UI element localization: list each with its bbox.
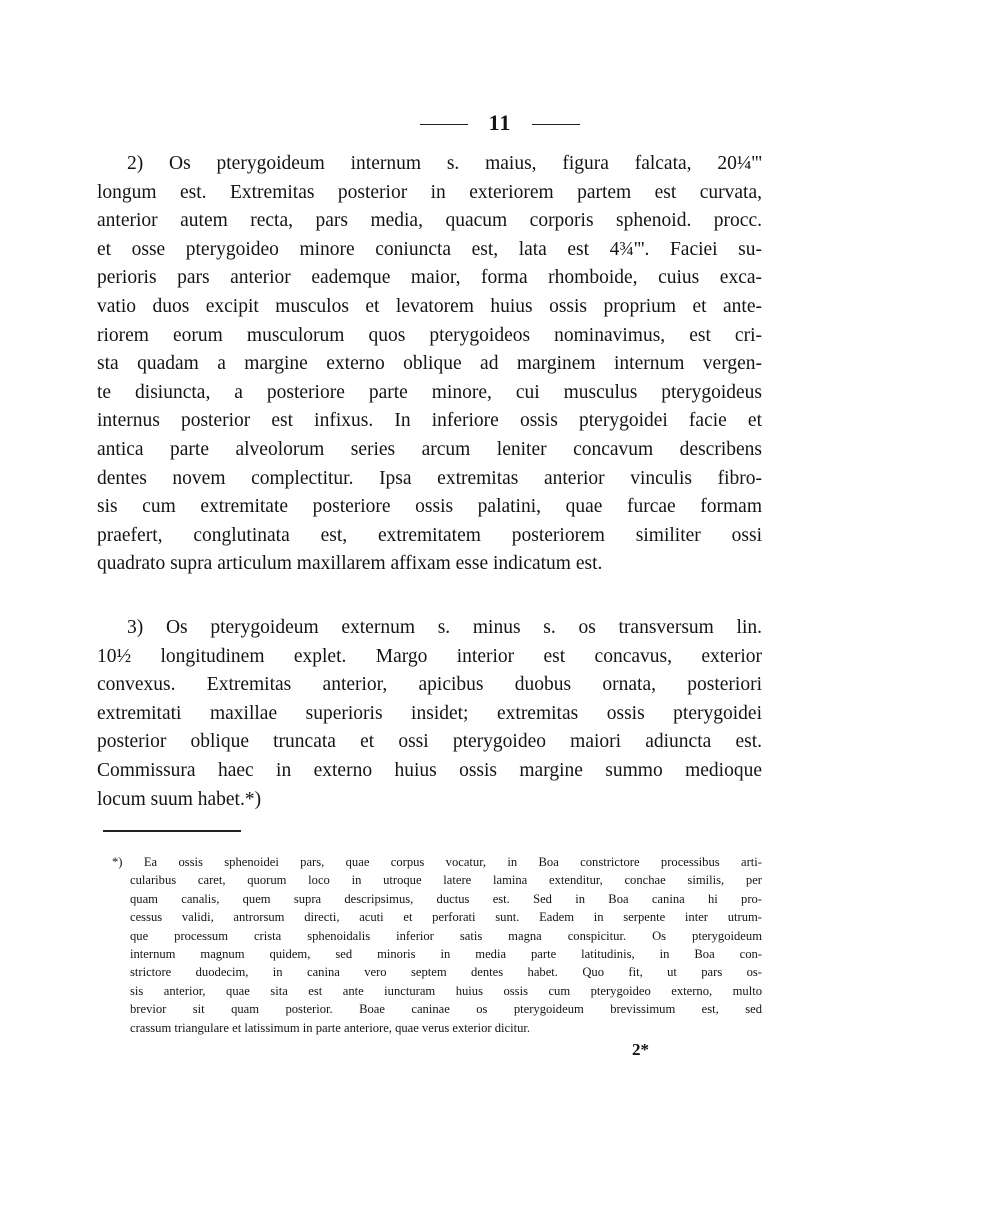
paragraph-1-line: internus posterior est infixus. In inferiore ossis pterygoidei facie et: [97, 410, 762, 432]
paragraph-1-line: riorem eorum musculorum quos pterygoideos nominavimus, est cri-: [97, 324, 762, 346]
paragraph-2-line: convexus. Extremitas anterior, apicibus duobus ornata, posteriori: [97, 674, 762, 696]
paragraph-1-line: quadrato supra articulum maxillarem affixam esse indicatum est.: [97, 553, 603, 575]
paragraph-1-line: perioris pars anterior eademque maior, forma rhomboide, cuius exca-: [97, 267, 762, 289]
paragraph-2-line: 3) Os pterygoideum externum s. minus s. os transversum lin.: [127, 617, 762, 638]
paragraph-1-line: te disiuncta, a posteriore parte minore, cui musculus pterygoideus: [97, 381, 762, 403]
paragraph-1-line: praefert, conglutinata est, extremitatem posteriorem similiter ossi: [97, 524, 762, 546]
paragraph-1-line: dentes novem complectitur. Ipsa extremitas anterior vinculis fibro-: [97, 467, 762, 489]
footnote-line: strictore duodecim, in canina vero septem dentes habet. Quo fit, ut pars os-: [130, 965, 762, 980]
footnote-line: internum magnum quidem, sed minoris in media parte latitudinis, in Boa con-: [130, 947, 762, 962]
footnote-line: cessus validi, antrorsum directi, acuti et perforati sunt. Eadem in serpente inter utrum-: [130, 910, 762, 925]
paragraph-2: [97, 614, 762, 814]
footnote-line: que processum crista sphenoidalis inferior satis magna conspicitur. Os pterygoideum: [130, 928, 762, 943]
page-header: [0, 110, 1000, 136]
paragraph-1-line: sis cum extremitate posteriore ossis palatini, quae furcae formam: [97, 496, 762, 518]
page-number: 11: [488, 110, 512, 135]
paragraph-1-line: anterior autem recta, pars media, quacum corporis sphenoid. procc.: [97, 210, 762, 232]
paragraph-1: [97, 150, 762, 579]
signature-mark: 2*: [632, 1040, 649, 1059]
paragraph-2-line: Commissura haec in externo huius ossis margine summo medioque: [97, 759, 762, 781]
paragraph-1-line: longum est. Extremitas posterior in exteriorem partem est curvata,: [97, 181, 762, 203]
footnote-line: brevior sit quam posterior. Boae caninae os pterygoideum brevissimum est, sed: [130, 1002, 762, 1017]
paragraph-2-line: locum suum habet.*): [97, 788, 262, 810]
paragraph-2-line: extremitati maxillae superioris insidet; extremitas ossis pterygoidei: [97, 702, 762, 724]
paragraph-1-line: antica parte alveolorum series arcum leniter concavum describens: [97, 438, 762, 460]
paragraph-1-line: sta quadam a margine externo oblique ad marginem internum vergen-: [97, 353, 762, 375]
paragraph-1-line: et osse pterygoideo minore coniuncta est, lata est 4¾'''. Faciei su-: [97, 238, 762, 260]
footnote-line: cularibus caret, quorum loco in utroque latere lamina extenditur, conchae similis, per: [130, 873, 762, 888]
paragraph-2-line: 10½ longitudinem explet. Margo interior est concavus, exterior: [97, 645, 762, 667]
header-dash-left: [420, 124, 468, 125]
paragraph-1-line: vatio duos excipit musculos et levatorem huius ossis proprium et ante-: [97, 295, 762, 317]
footnote: [112, 853, 762, 1037]
footnote-line: *) Ea ossis sphenoidei pars, quae corpus vocatur, in Boa constrictore processibus arti-: [112, 855, 762, 869]
footnote-line: quam canalis, quem supra descripsimus, ductus est. Sed in Boa canina hi pro-: [130, 891, 762, 906]
footnote-divider: [103, 830, 241, 832]
header-dash-right: [532, 124, 580, 125]
paragraph-1-line: 2) Os pterygoideum internum s. maius, figura falcata, 20¼''': [127, 153, 762, 174]
paragraph-2-line: posterior oblique truncata et ossi pterygoideo maiori adiuncta est.: [97, 731, 762, 753]
footnote-line: crassum triangulare et latissimum in parte anteriore, quae verus exterior dicitur.: [130, 1020, 531, 1035]
footnote-line: sis anterior, quae sita est ante iuncturam huius ossis cum pterygoideo externo, multo: [130, 983, 762, 998]
